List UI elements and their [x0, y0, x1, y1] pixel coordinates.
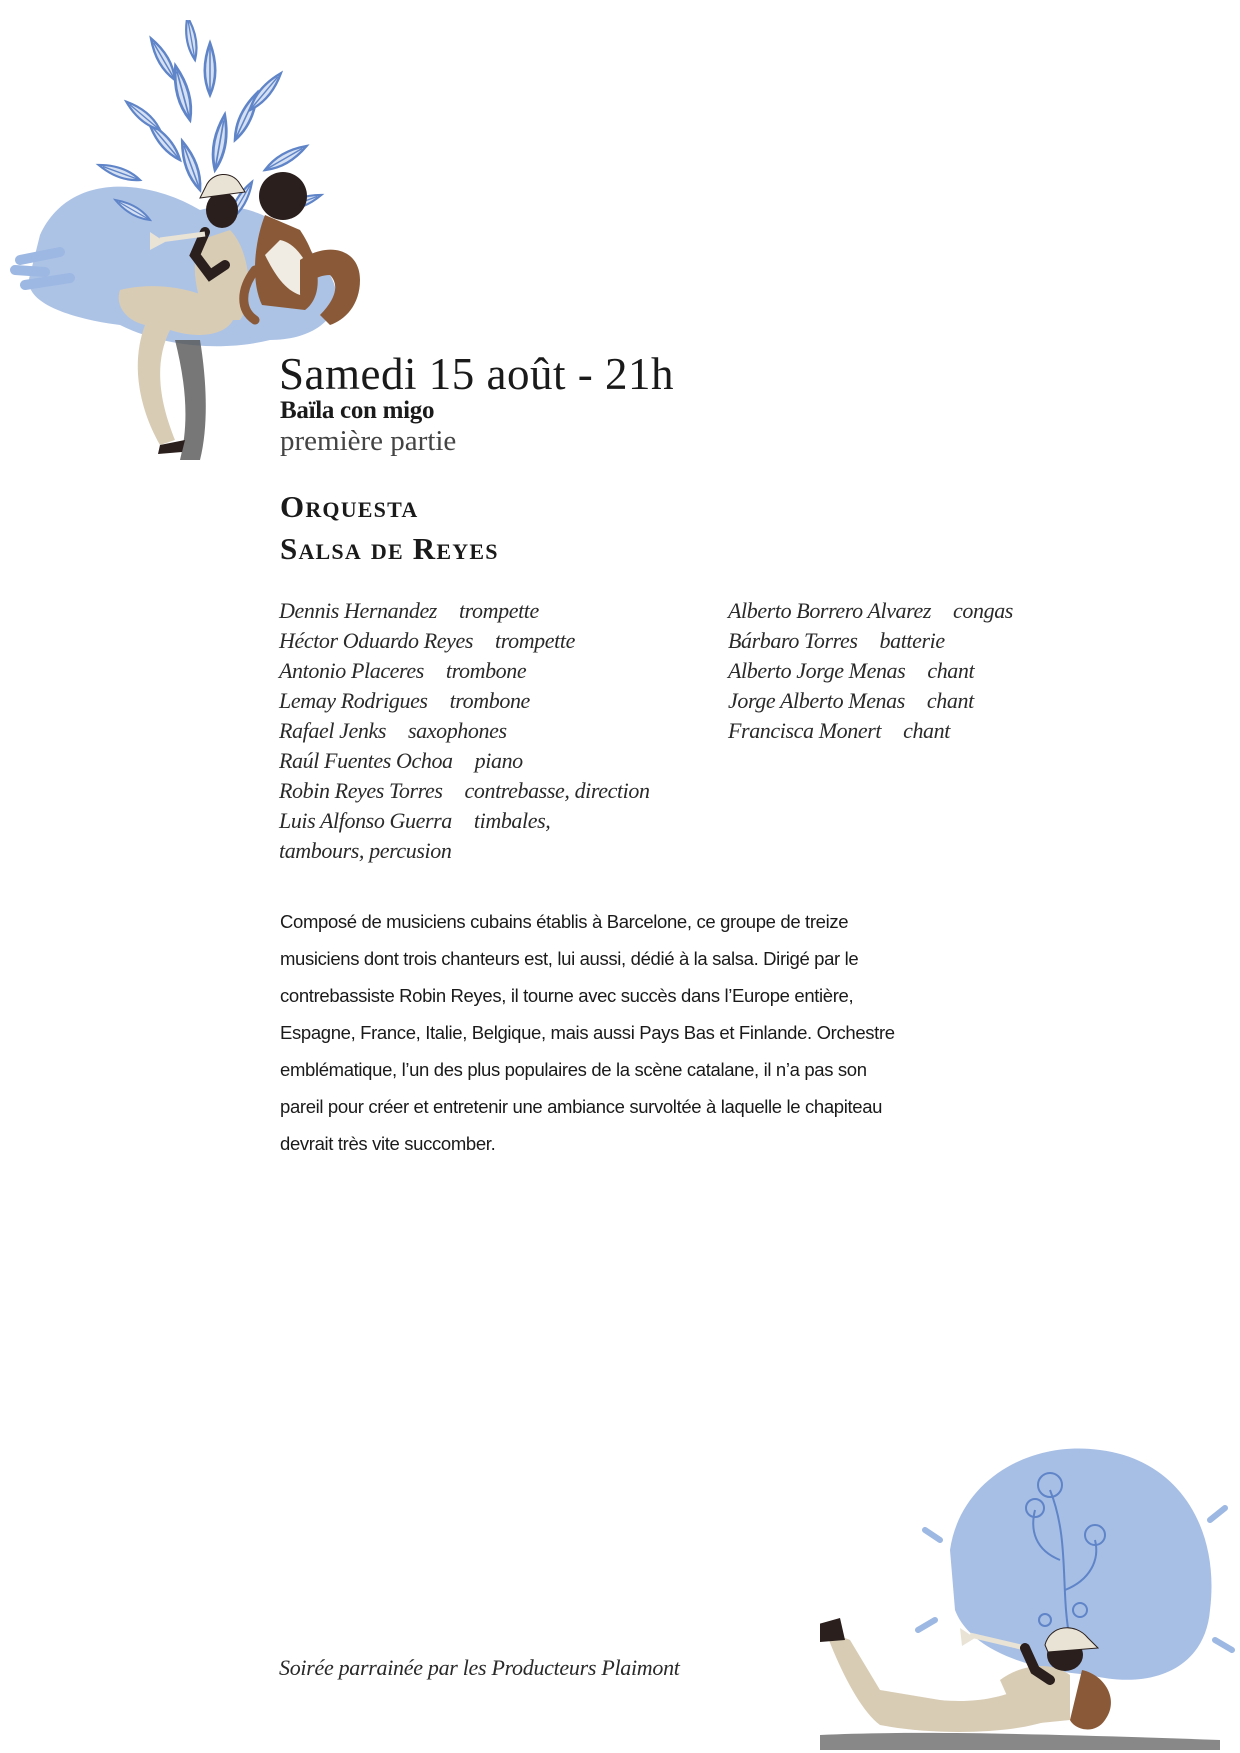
musician-name: Francisca Monert — [728, 718, 882, 743]
musician-name: Luis Alfonso Guerra — [279, 808, 452, 833]
musician-entry — [279, 776, 699, 806]
musician-name: Rafael Jenks — [279, 718, 386, 743]
musician-name: Alberto Jorge Menas — [728, 658, 906, 683]
musician-role: trompette — [458, 598, 539, 623]
musicians-list-left — [279, 596, 699, 866]
trumpet-player-illustration — [820, 1390, 1240, 1753]
musician-entry — [728, 626, 1148, 656]
musician-role: chant — [926, 688, 974, 713]
orchestra-name-line-2: Salsa de Reyes — [280, 531, 499, 566]
musician-name: Antonio Placeres — [279, 658, 424, 683]
musician-role: congas — [953, 598, 1013, 623]
musician-name: Raúl Fuentes Ochoa — [279, 748, 453, 773]
musician-entry — [728, 596, 1148, 626]
musician-role: trombone — [449, 688, 530, 713]
musician-entry — [728, 716, 1148, 746]
musician-entry — [728, 656, 1148, 686]
musician-entry — [279, 686, 699, 716]
musician-role: trompette — [495, 628, 575, 653]
musician-role: saxophones — [407, 718, 507, 743]
musician-name: Bárbaro Torres — [728, 628, 858, 653]
musician-entry — [279, 716, 699, 746]
musician-role: timbales, — [473, 808, 551, 833]
musician-entry — [279, 596, 699, 626]
musician-entry — [279, 656, 699, 686]
musician-role: contrebasse, direction — [464, 778, 650, 803]
musician-role: piano — [474, 748, 523, 773]
musician-name: Héctor Oduardo Reyes — [279, 628, 474, 653]
orchestra-description: Composé de musiciens cubains établis à Barcelone, ce groupe de treize musiciens dont trois chanteurs est, lui aussi, dédié à la salsa. Dirigé par le contrebassiste Robin Reyes, il tourne avec succès dans l’Europe entière, Espagne, France, Italie, Belgique, mais aussi Pays Bas et Finlande. Orchestre emblématique, l’un des plus populaires de la scène catalane, il n’a pas son pareil pour créer et entretenir une ambiance survoltée à laquelle le chapiteau devrait très vite succomber. — [280, 911, 895, 1154]
musician-entry — [728, 686, 1148, 716]
orchestra-name-line-1: Orquesta — [280, 489, 419, 524]
musician-name: Dennis Hernandez — [279, 598, 437, 623]
page-title: Samedi 15 août - 21h — [279, 349, 674, 399]
musician-entry — [279, 806, 699, 836]
musician-entry — [279, 746, 699, 776]
musician-name: Alberto Borrero Alvarez — [728, 598, 932, 623]
musician-entry — [279, 626, 699, 656]
musicians-list-right — [728, 596, 1148, 746]
sponsor-note: Soirée parrainée par les Producteurs Plaimont — [279, 1655, 680, 1680]
musician-name: Lemay Rodrigues — [279, 688, 428, 713]
musician-role: trombone — [445, 658, 527, 683]
show-subtitle: Baïla con migo — [280, 397, 435, 424]
musician-name: Robin Reyes Torres — [279, 778, 443, 803]
musician-role: batterie — [879, 628, 945, 653]
musician-name: Jorge Alberto Menas — [728, 688, 905, 713]
part-label: première partie — [280, 425, 457, 457]
musician-role: chant — [927, 658, 975, 683]
musician-role: chant — [903, 718, 950, 743]
musician-role-continuation: tambours, percusion — [279, 838, 452, 863]
orchestra-name — [280, 486, 499, 570]
